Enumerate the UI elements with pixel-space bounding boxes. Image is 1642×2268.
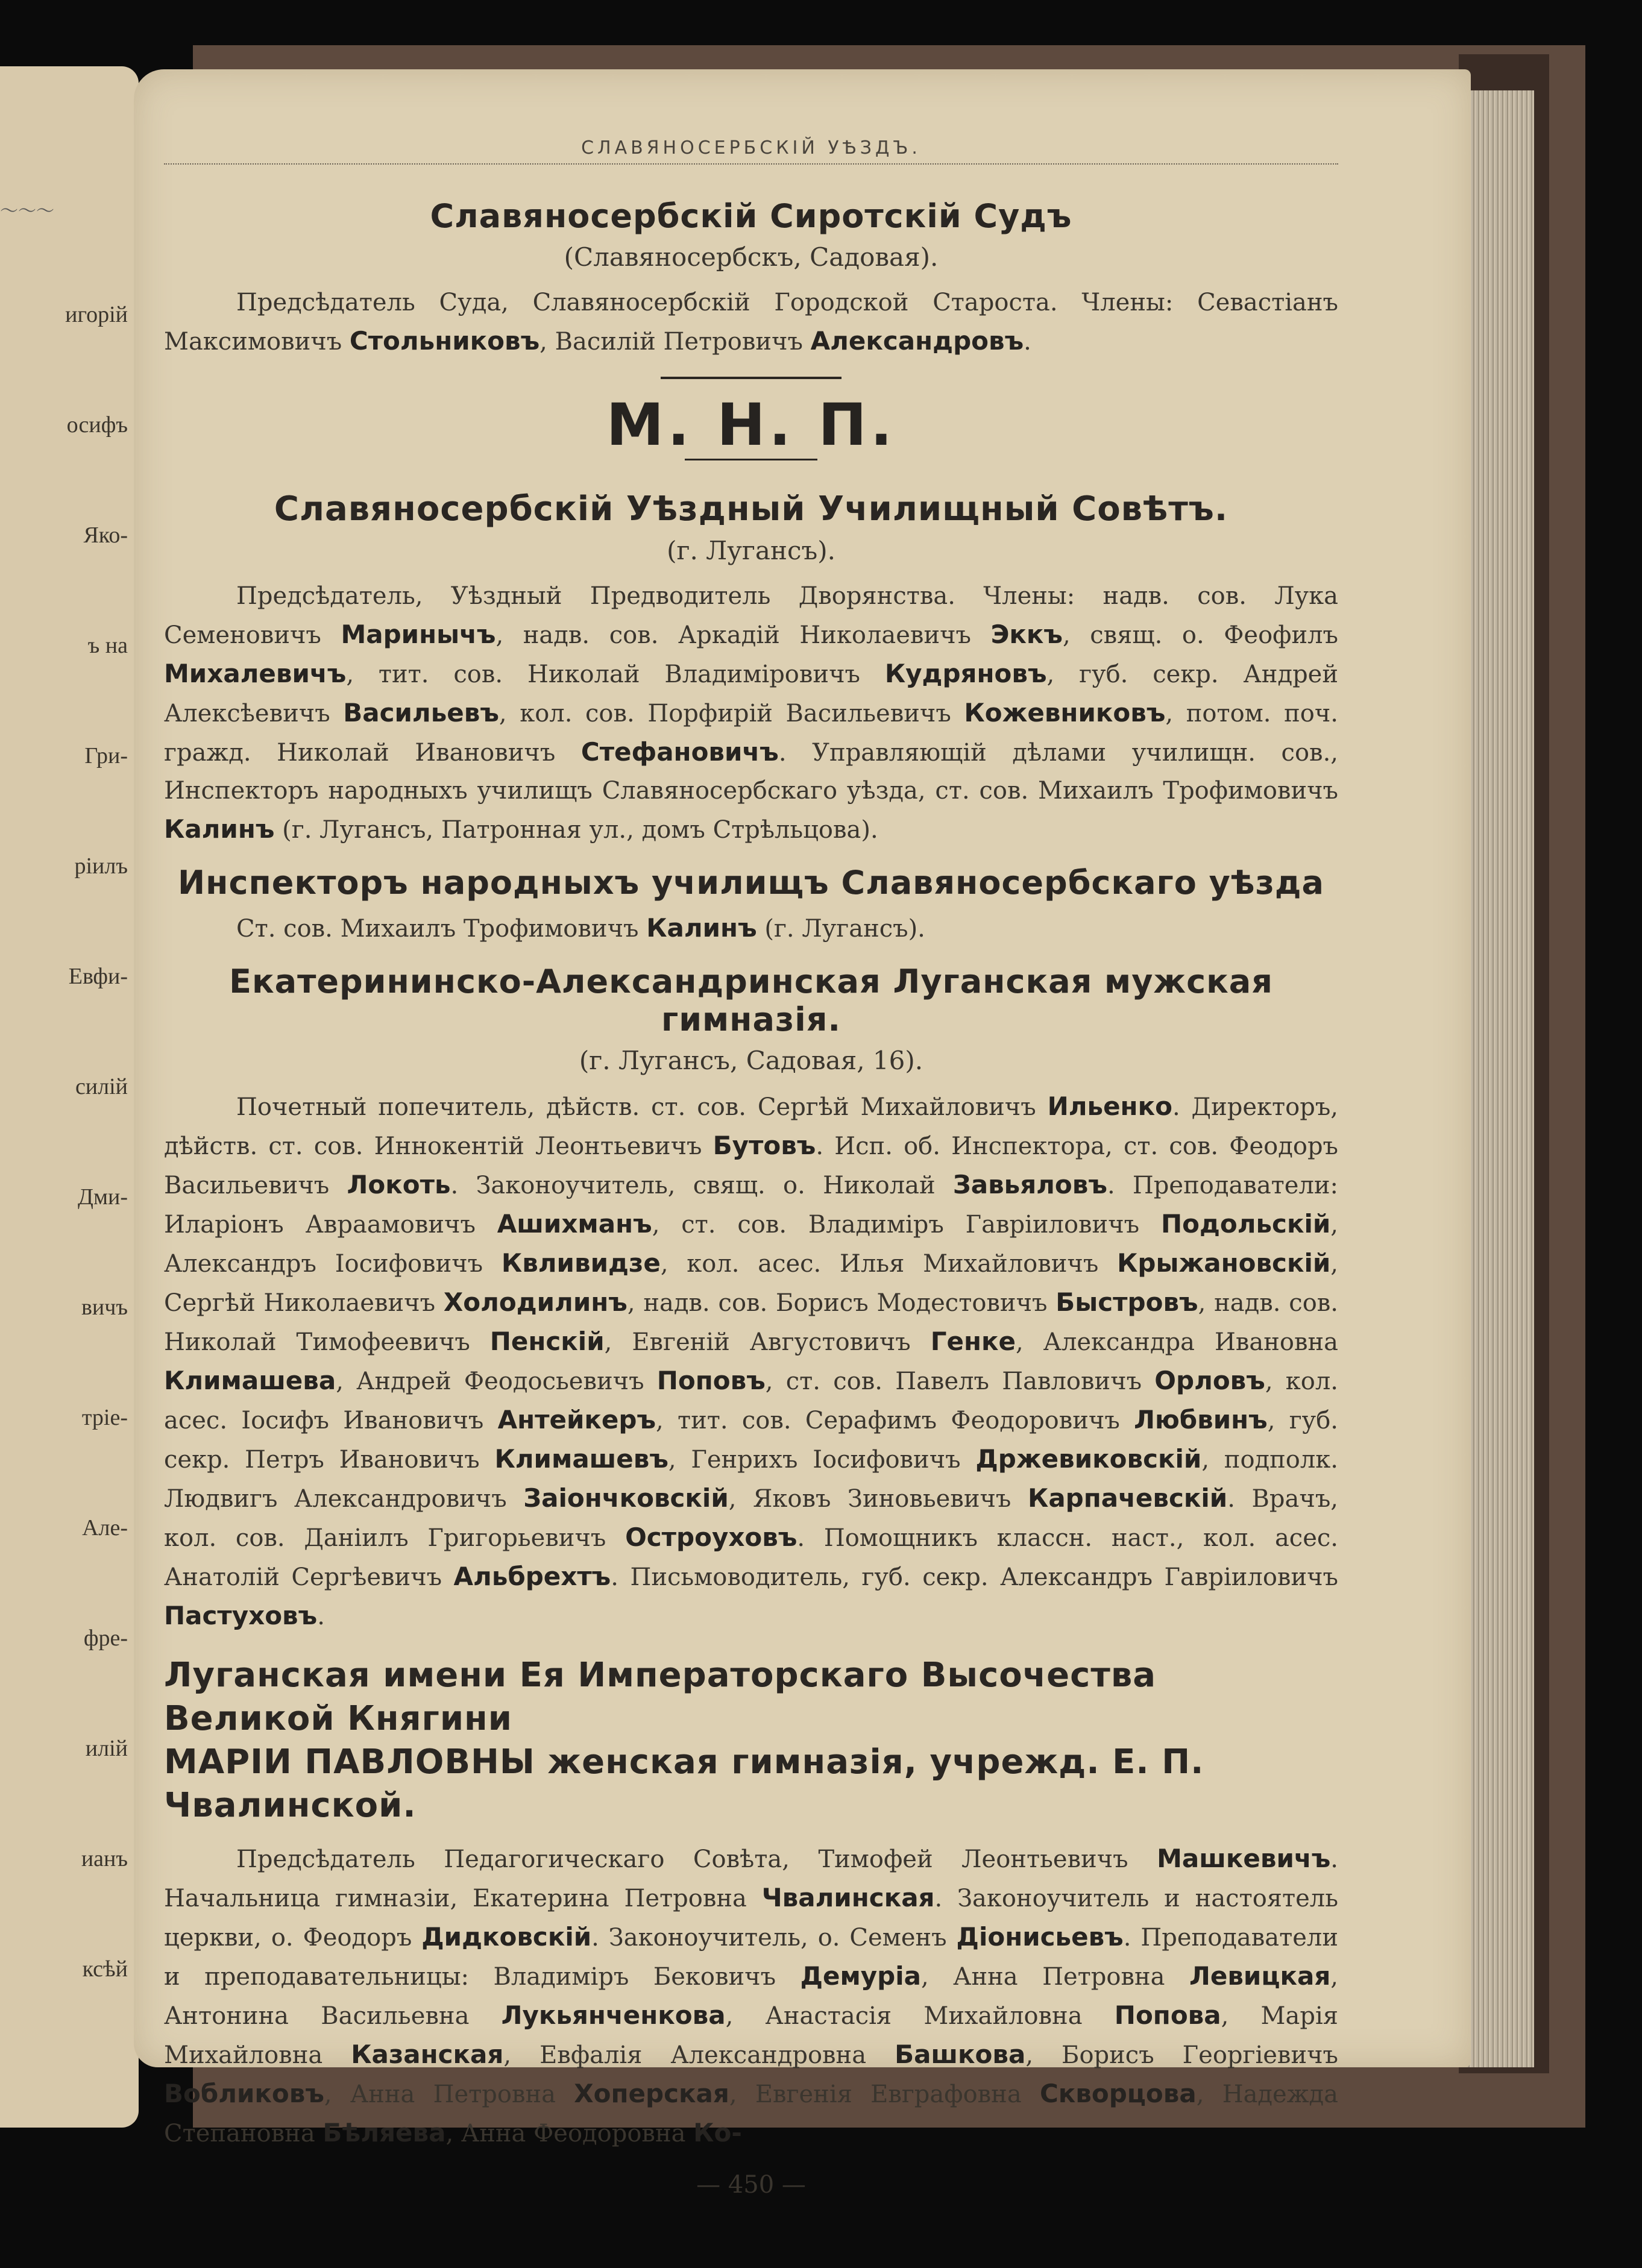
person-name: Левицкая xyxy=(1189,1961,1331,1991)
person-name: Бутовъ xyxy=(712,1131,816,1160)
section-body-inspector: Ст. сов. Михаилъ Трофимовичъ Калинъ (г. Лугансъ). xyxy=(236,913,925,943)
person-name: Ильенко xyxy=(1047,1092,1172,1121)
person-name: Климашева xyxy=(164,1366,336,1395)
person-name: Машкевичъ xyxy=(1157,1844,1331,1873)
body-text: . Законоучитель, свящ. о. Николай xyxy=(450,1172,953,1199)
left-page-fragment: ксѣй xyxy=(82,1956,128,1982)
person-name: Антейкеръ xyxy=(497,1405,656,1434)
person-name: Лукьянченкова xyxy=(501,2000,726,2030)
person-name: Квливидзе xyxy=(501,1248,661,1278)
person-name: Дидковскій xyxy=(421,1922,592,1952)
left-page-fragment: ъ на xyxy=(87,633,128,658)
title-line-2: МАРІИ ПАВЛОВНЫ женская гимназія, учрежд. Е. П. Чвалинской. xyxy=(164,1742,1204,1825)
body-text: , ст. сов. Павелъ Павловичъ xyxy=(765,1368,1155,1395)
person-name: Локоть xyxy=(347,1170,451,1199)
person-name: Генке xyxy=(930,1327,1016,1356)
body-text: , подполк. Людвигъ Александровичъ xyxy=(164,1446,1339,1513)
person-name: Попова xyxy=(1114,2000,1221,2030)
person-name: Држевиковскій xyxy=(975,1444,1202,1474)
body-text: . Исп. об. Инспектора, ст. сов. Феодоръ Васильевичъ xyxy=(164,1132,1338,1199)
person-name: Вобликовъ xyxy=(164,2079,324,2108)
left-page-fragment: Але- xyxy=(82,1515,128,1541)
body-text: , ст. сов. Владиміръ Гавріиловичъ xyxy=(652,1211,1161,1239)
person-name: Крыжановскій xyxy=(1117,1248,1331,1278)
section-title-womens-gymnasium xyxy=(164,1654,1338,1827)
left-page-fragment: фре- xyxy=(83,1626,128,1651)
person-name: Любвинъ xyxy=(1134,1405,1268,1434)
section-divider xyxy=(661,377,841,379)
body-text: . Помощникъ классн. наст., кол. асес. Анатолій Сергѣевичъ xyxy=(164,1524,1338,1591)
body-text: . Законоучитель и настоятель церкви, о. Феодоръ xyxy=(164,1885,1338,1952)
person-name: Завьяловъ xyxy=(952,1170,1107,1199)
body-text: , Анна Петровна xyxy=(324,2081,574,2108)
body-text: . Директоръ, дѣйств. ст. сов. Иннокентій Леонтьевичъ xyxy=(164,1093,1338,1160)
section-body-mens-gymnasium xyxy=(164,1087,1338,1636)
person-name: Пенскій xyxy=(489,1327,605,1356)
section-body-school-council: Предсѣдатель, Уѣздный Предводитель Дворянства. Члены: надв. сов. Лука Семеновичъ Маринычъ, надв. сов. Аркадій Николаевичъ Эккъ, свящ. о. Феофилъ Михалевичъ, тит. сов. Николай Владиміровичъ Кудряновъ, губ. секр. Андрей Алексѣевичъ Васильевъ, кол. сов. Порфирій Васильевичъ Кожевниковъ, потом. поч. гражд. Николай Ивановичъ Стефановичъ. Управляющій дѣлами училищн. сов., Инспекторъ народныхъ училищъ Славяносербскаго уѣзда, ст. сов. Михаилъ Трофимовичъ Калинъ (г. Лугансъ, Патронная ул., домъ Стрѣльцова). xyxy=(164,582,1339,844)
body-text: , Александръ Іосифовичъ xyxy=(164,1211,1338,1278)
body-text: . Законоучитель, о. Семенъ xyxy=(591,1924,957,1952)
left-page-fragment: ианъ xyxy=(81,1846,128,1871)
person-name: Альбрехтъ xyxy=(453,1562,611,1591)
body-text: , Евфалія Александровна xyxy=(503,2041,895,2069)
body-text: , Надежда Степановна xyxy=(164,2081,1338,2147)
section-title-orphan-court: Славяносербскій Сиротскій Судъ xyxy=(430,197,1072,235)
person-name: Чвалинская xyxy=(761,1883,935,1912)
ministry-heading: М. Н. П. xyxy=(606,391,896,459)
body-text: . Преподаватели: Иларіонъ Авраамовичъ xyxy=(164,1172,1339,1239)
section-location: (г. Лугансъ). xyxy=(667,536,835,565)
body-text: , кол. асес. Илья Михайловичъ xyxy=(660,1250,1118,1278)
person-name: Быстровъ xyxy=(1055,1287,1198,1317)
section-location: (Славяносербскъ, Садовая). xyxy=(564,242,939,272)
left-page-fragment: вичъ xyxy=(81,1295,128,1320)
body-text: , Борисъ Георгіевичъ xyxy=(1025,2041,1338,2069)
header-rule xyxy=(164,163,1338,171)
section-title-mens-gymnasium: Екатерининско-Александринская Луганская мужская гимназія. xyxy=(229,963,1273,1038)
left-page-fragment: Гри- xyxy=(84,743,128,768)
person-name: Остроуховъ xyxy=(625,1522,797,1552)
running-head: СЛАВЯНОСЕРБСКІЙ УѢЗДЪ. xyxy=(581,137,921,159)
person-name: Карпачевскій xyxy=(1027,1483,1228,1513)
body-text: , надв. сов. Николай Тимофеевичъ xyxy=(164,1289,1339,1356)
section-title-inspector: Инспекторъ народныхъ училищъ Славяносербскаго уѣзда xyxy=(177,864,1324,902)
body-text: , Александра Ивановна xyxy=(1015,1328,1339,1356)
title-line-1: Луганская имени Ея Императорскаго Высочества Великой Княгини xyxy=(164,1656,1157,1738)
left-page-fragment: Яко- xyxy=(83,523,128,548)
body-text: , Генрихъ Іосифовичъ xyxy=(668,1446,976,1474)
person-name: Заіончковскій xyxy=(523,1483,729,1513)
body-text: , Анна Феодоровна xyxy=(445,2120,694,2147)
body-text: , надв. сов. Борисъ Модестовичъ xyxy=(627,1289,1056,1317)
page-content xyxy=(164,137,1338,2199)
person-name: Ашихманъ xyxy=(497,1209,652,1239)
body-text: . Врачъ, кол. сов. Даніилъ Григорьевичъ xyxy=(164,1485,1338,1552)
person-name: Подольскій xyxy=(1160,1209,1331,1239)
person-name: Орловъ xyxy=(1154,1366,1265,1395)
person-name: Климашевъ xyxy=(494,1444,668,1474)
left-page-fragment: силій xyxy=(75,1074,128,1099)
body-text: , кол. асес. Іосифъ Ивановичъ xyxy=(164,1368,1338,1434)
body-text: , тит. сов. Серафимъ Феодоровичъ xyxy=(656,1407,1134,1434)
body-text: , Антонина Васильевна xyxy=(164,1963,1339,2030)
left-facing-page xyxy=(0,66,139,2128)
body-text: , Марія Михайловна xyxy=(164,2002,1338,2069)
left-page-fragment: Дми- xyxy=(78,1184,128,1210)
wavy-rule: 〜〜〜 xyxy=(0,201,54,222)
person-name: Демуріа xyxy=(800,1961,921,1991)
left-page-fragment: игорій xyxy=(65,302,128,327)
page-edges xyxy=(1462,90,1534,2067)
body-text: Предсѣдатель Педагогическаго Совѣта, Тимофей Леонтьевичъ xyxy=(236,1845,1157,1873)
person-name: Діонисьевъ xyxy=(956,1922,1124,1952)
ministry-divider xyxy=(685,459,817,460)
person-name: Хоперская xyxy=(574,2079,729,2108)
section-location: (г. Лугансъ, Садовая, 16). xyxy=(579,1046,923,1075)
left-page-fragment: ріилъ xyxy=(74,853,128,879)
section-body-womens-gymnasium xyxy=(164,1839,1338,2153)
body-text: , Анастасія Михайловна xyxy=(725,2002,1115,2030)
left-page-fragment: тріе- xyxy=(81,1405,128,1430)
person-name: Поповъ xyxy=(656,1366,766,1395)
body-text: , Анна Петровна xyxy=(920,1963,1189,1991)
body-text: , Яковъ Зиновьевичъ xyxy=(728,1485,1028,1513)
body-text: , Андрей Феодосьевичъ xyxy=(336,1368,657,1395)
person-name: Бѣляева xyxy=(322,2118,446,2147)
body-text: , Евгенія Евграфовна xyxy=(729,2081,1040,2108)
body-text: . xyxy=(317,1603,325,1630)
person-name: Холодилинъ xyxy=(443,1287,628,1317)
body-text: , Сергѣй Николаевичъ xyxy=(164,1250,1339,1317)
body-text: Почетный попечитель, дѣйств. ст. сов. Сергѣй Михайловичъ xyxy=(236,1093,1048,1121)
person-name: Ко- xyxy=(693,2118,742,2147)
body-text: . Преподаватели и преподавательницы: Владиміръ Бековичъ xyxy=(164,1924,1339,1991)
left-page-fragment: Евфи- xyxy=(68,964,128,989)
section-title-school-council: Славяносербскій Уѣздный Училищный Совѣтъ. xyxy=(274,489,1228,529)
left-page-fragment: осифъ xyxy=(66,412,128,438)
body-text: , губ. секр. Петръ Ивановичъ xyxy=(164,1407,1339,1474)
person-name: Пастуховъ xyxy=(164,1601,318,1630)
body-text: . Начальница гимназіи, Екатерина Петровна xyxy=(164,1845,1338,1912)
page-number: — 450 — xyxy=(696,2171,806,2199)
body-text: , Евгеній Августовичъ xyxy=(604,1328,931,1356)
body-text: . Письмоводитель, губ. секр. Александръ Гавріиловичъ xyxy=(611,1563,1338,1591)
person-name: Скворцова xyxy=(1039,2079,1197,2108)
person-name: Башкова xyxy=(895,2040,1026,2069)
left-page-fragment: илій xyxy=(85,1736,128,1761)
person-name: Казанская xyxy=(351,2040,504,2069)
section-body-orphan-court: Предсѣдатель Суда, Славяносербскій Городской Староста. Члены: Севастіанъ Максимовичъ Стольниковъ, Василій Петровичъ Александровъ. xyxy=(164,289,1338,356)
